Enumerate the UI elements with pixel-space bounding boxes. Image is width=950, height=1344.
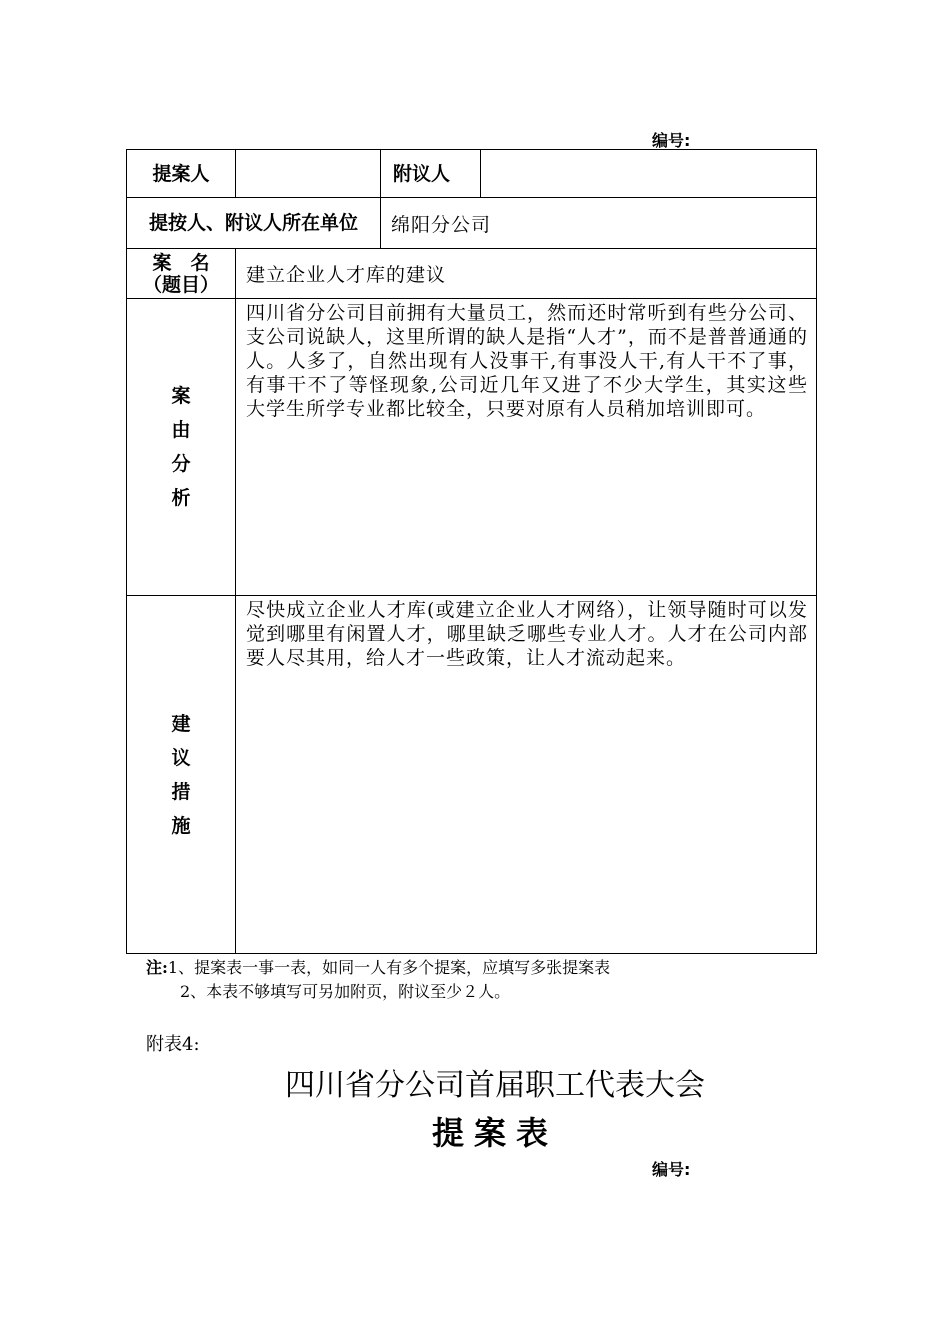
- case-name-label-line1: 案 名: [152, 251, 210, 274]
- analysis-row: [127, 299, 817, 596]
- note-tag: 注:: [146, 958, 168, 977]
- case-name-label: [127, 249, 236, 299]
- analysis-label-char: 分: [171, 453, 191, 475]
- analysis-label: [127, 299, 236, 596]
- case-name-row: [127, 249, 817, 299]
- proposer-label: 提案人: [127, 150, 236, 198]
- appendix-subtitle: 提案表: [431, 1114, 558, 1152]
- analysis-text-field[interactable]: 四川省分公司目前拥有大量员工，然而还时常听到有些分公司、支公司说缺人，这里所谓的缺人是指“人才”，而不是普普通通的人。人多了，自然出现有人没事干,有事没人干,有人干不了事，有事干不了等怪现象,公司近几年又进了不少大学生，其实这些大学生所学专业都比较全，只要对原有人员稍加培训即可。: [236, 299, 817, 596]
- case-name-field[interactable]: 建立企业人才库的建议: [236, 249, 817, 299]
- seconder-label: 附议人: [381, 150, 481, 198]
- measures-label-char: 措: [171, 780, 191, 803]
- appendix-label: 附表4:: [146, 1034, 200, 1055]
- note-text-1: 1、提案表一事一表，如同一人有多个提案，应填写多张提案表: [167, 958, 611, 977]
- measures-label-char: 议: [171, 746, 191, 769]
- measures-label-char: 施: [171, 814, 191, 837]
- proposer-field[interactable]: [236, 150, 381, 198]
- case-name-label-line2: （题目）: [142, 273, 219, 296]
- note-line-2: 2、本表不够填写可另加附页，附议至少２人。: [180, 982, 511, 1001]
- analysis-label-char: 析: [171, 487, 191, 509]
- serial-number-label: 编号:: [652, 131, 691, 150]
- analysis-label-char: 由: [171, 419, 191, 441]
- unit-label: 提按人、附议人所在单位: [127, 198, 381, 249]
- measures-label: [127, 596, 236, 954]
- seconder-field[interactable]: [481, 150, 817, 198]
- analysis-label-char: 案: [171, 385, 191, 407]
- appendix-title: 四川省分公司首届职工代表大会: [285, 1068, 705, 1103]
- measures-row: [127, 596, 817, 954]
- note-line-1: [146, 956, 610, 980]
- notes-section: [146, 956, 610, 1004]
- proposer-row: [127, 150, 817, 198]
- measures-text-field[interactable]: 尽快成立企业人才库(或建立企业人才网络），让领导随时可以发觉到哪里有闲置人才，哪里缺乏哪些专业人才。人才在公司内部要人尽其用，给人才一些政策，让人才流动起来。: [236, 596, 817, 954]
- measures-label-char: 建: [171, 712, 191, 735]
- proposal-form-table: [126, 149, 817, 954]
- unit-field[interactable]: 绵阳分公司: [381, 198, 817, 249]
- appendix-serial-number-label: 编号:: [652, 1160, 691, 1179]
- unit-row: [127, 198, 817, 249]
